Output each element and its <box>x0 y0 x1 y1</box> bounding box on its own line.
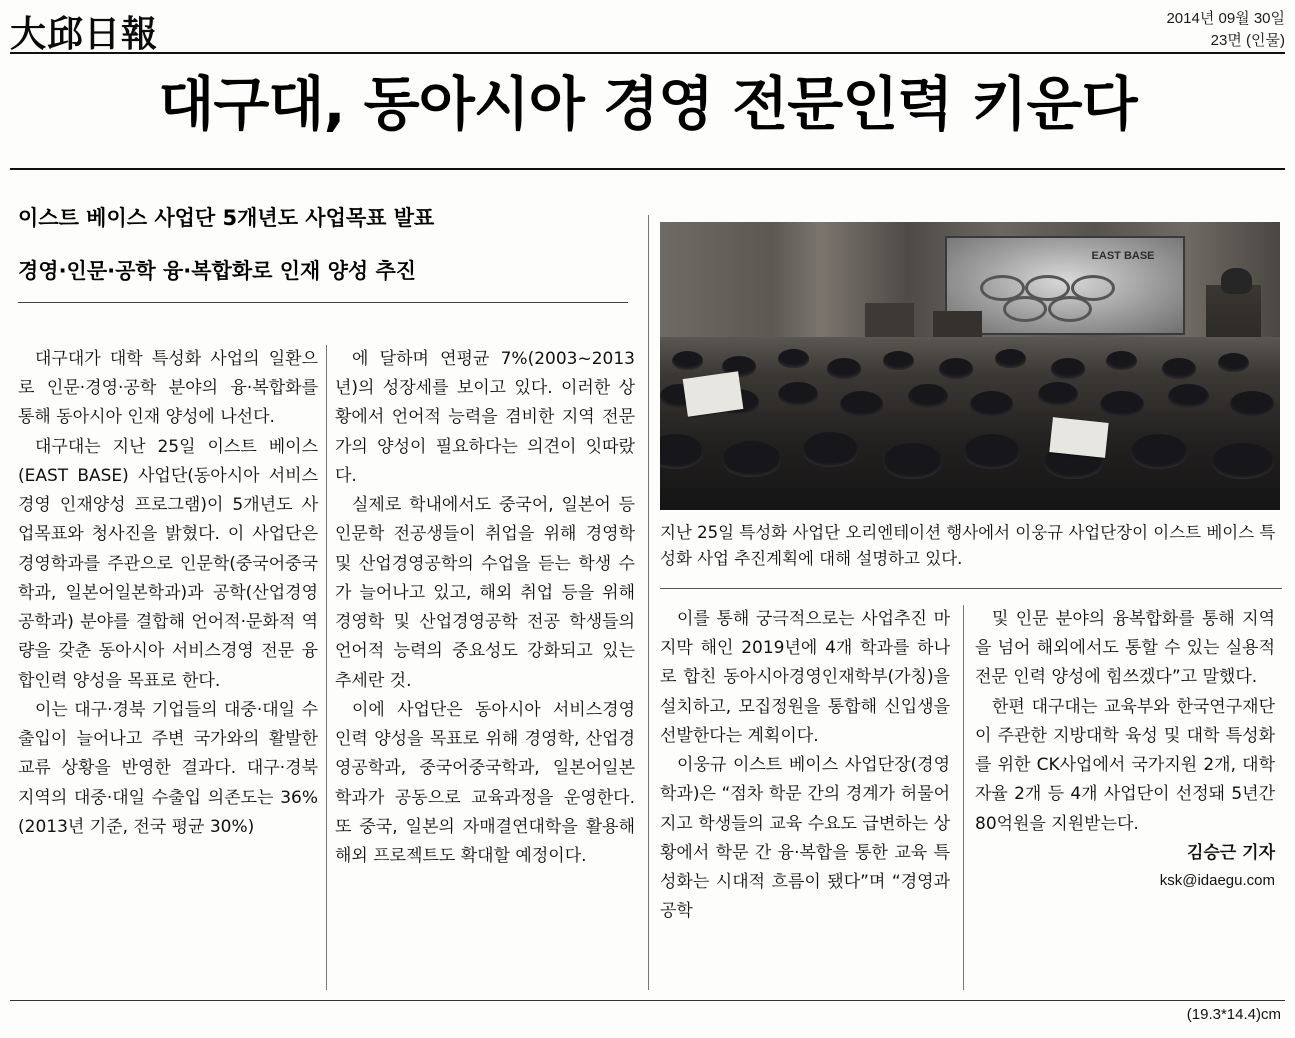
caption-divider <box>660 588 1282 589</box>
paragraph: 이에 사업단은 동아시아 서비스경영 인력 양성을 목표로 위해 경영학, 산업경영공학과, 중국어중국학과, 일본어일본학과가 공동으로 교육과정을 운영한다. 또 중국, 일본의 자매결연대학을 활용해 해외 프로젝트도 확대할 예정이다. <box>335 699 635 866</box>
paragraph: 및 인문 분야의 융복합화를 통해 지역을 넘어 해외에서도 통할 수 있는 실용적 전문 인력 양성에 힘쓰겠다”고 말했다. <box>975 609 1275 688</box>
paragraph: 이는 대구·경북 기업들의 대중·대일 수출입이 늘어나고 주변 국가와의 활발한 교류 상황을 반영한 결과다. 대구·경북 지역의 대중·대일 수출입 의존도는 36%(2013년 기준, 전국 평균 30%) <box>18 699 318 837</box>
paragraph: 이를 통해 궁극적으로는 사업추진 마지막 해인 2019년에 4개 학과를 하나로 합친 동아시아경영인재학부(가칭)을 설치하고, 모집정원을 통합해 신입생을 선발한다는 계획이다. <box>660 609 950 746</box>
page-number: 23면 (인물) <box>1210 31 1285 49</box>
masthead <box>10 6 1285 55</box>
column-divider-2 <box>648 215 649 990</box>
subhead-block <box>18 205 628 303</box>
byline-email: ksk@idaegu.com <box>1159 872 1275 890</box>
column-divider-1 <box>326 345 327 990</box>
screen-diagram <box>980 275 1154 319</box>
paragraph: 에 달하며 연평균 7%(2003~2013년)의 성장세를 보이고 있다. 이러한 상황에서 언어적 능력을 겸비한 지역 전문가의 양성이 필요하다는 의견이 잇따랐다. <box>335 349 635 486</box>
paragraph: 대구대가 대학 특성화 사업의 일환으로 인문·경영·공학 분야의 융·복합화를 통해 동아시아 인재 양성에 나선다. <box>18 349 318 428</box>
clipping-size: (19.3*14.4)cm <box>1186 1006 1281 1023</box>
article-photo <box>660 222 1280 510</box>
screen-logo-text: EAST BASE <box>1091 249 1155 262</box>
issue-info <box>1166 8 1285 52</box>
subhead-secondary: 경영·인문·공학 융·복합화로 인재 양성 추진 <box>18 259 417 284</box>
paragraph: 실제로 학내에서도 중국어, 일본어 등 인문학 전공생들이 취업을 위해 경영학 및 산업경영공학의 수업을 듣는 학생 수가 늘어나고 있고, 해외 취업 등을 위해 경영학 및 산업경영공학 전공 학생들의 언어적 능력의 중요성도 강화되고 있는 추세란 것. <box>335 495 635 691</box>
speaker-figure <box>1221 268 1252 294</box>
headline-rule-top <box>10 52 1285 54</box>
issue-date: 2014년 09월 30일 <box>1166 10 1285 27</box>
newspaper-logo: 大邱日報 <box>10 13 159 55</box>
page-title: 대구대, 동아시아 경영 전문인력 키운다 <box>158 70 1137 138</box>
article-column-3 <box>660 605 950 927</box>
audience-area <box>660 337 1280 510</box>
paragraph: 한편 대구대는 교육부와 한국연구재단이 주관한 지방대학 육성 및 대학 특성화를 위한 CK사업에서 국가지원 2개, 대학자율 2개 등 4개 사업단이 선정돼 5년간 80억원을 지원받는다. <box>975 696 1275 834</box>
photo-inner <box>660 222 1280 510</box>
column-divider-3 <box>963 605 964 990</box>
subhead-primary: 이스트 베이스 사업단 5개년도 사업목표 발표 <box>18 206 435 230</box>
subhead-divider <box>18 302 628 303</box>
photo-caption: 지난 25일 특성화 사업단 오리엔테이션 행사에서 이웅규 사업단장이 이스트 베이스 특성화 사업 추진계획에 대해 설명하고 있다. <box>660 523 1276 568</box>
footer-divider <box>10 1000 1285 1001</box>
headline-rule-bottom <box>10 168 1285 170</box>
article-column-2 <box>335 345 635 871</box>
article-column-4 <box>975 605 1275 894</box>
paragraph: 이웅규 이스트 베이스 사업단장(경영학과)은 “점차 학문 간의 경계가 허물어지고 학생들의 교육 수요도 급변하는 상황에서 학문 간 융·복합을 통한 교육 특성화는 시대적 흐름이 됐다”며 “경영과 공학 <box>660 755 950 922</box>
article-column-1 <box>18 345 318 842</box>
byline-author: 김승근 기자 <box>1186 842 1275 863</box>
paragraph: 대구대는 지난 25일 이스트 베이스(EAST BASE) 사업단(동아시아 서비스경영 인재양성 프로그램)이 5개년도 사업목표와 청사진을 밝혔다. 이 사업단은 경영학과를 주관으로 인문학(중국어중국학과, 일본어일본학과)과 공학(산업경영공학과) 분야를 결합해 언어적·문화적 역량을 갖춘 동아시아 서비스경영 전문 융합인력 양성을 목표로 한다. <box>18 436 318 691</box>
